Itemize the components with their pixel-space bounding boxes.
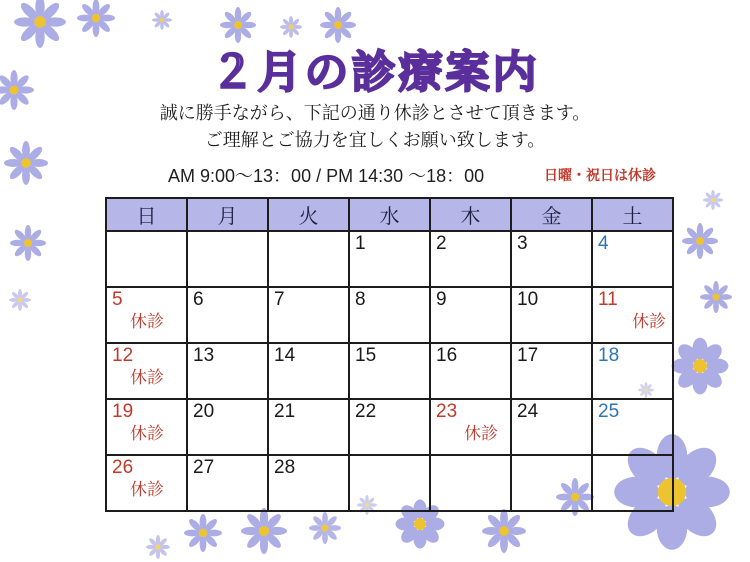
day-cell <box>268 455 349 511</box>
closed-label: 休診 <box>130 479 164 499</box>
day-number: 24 <box>517 401 539 422</box>
day-cell-closed <box>430 399 511 455</box>
day-cell <box>430 231 511 287</box>
day-cell <box>187 287 268 343</box>
holiday-closed-note: 日曜・祝日は休診 <box>544 167 656 183</box>
closed-label: 休診 <box>464 423 498 443</box>
weekday-wed: 水 <box>349 198 430 231</box>
day-cell <box>268 231 349 287</box>
notice-line-1: 誠に勝手ながら、下記の通り休診とさせて頂きます。 <box>159 103 591 123</box>
flower-icon <box>184 514 222 552</box>
day-cell <box>268 399 349 455</box>
day-cell <box>592 399 673 455</box>
day-cell-closed <box>106 343 187 399</box>
day-cell <box>187 455 268 511</box>
day-number: 28 <box>274 457 296 478</box>
day-cell <box>268 287 349 343</box>
weekday-fri: 金 <box>511 198 592 231</box>
flower-icon <box>241 508 287 554</box>
day-cell <box>349 343 430 399</box>
day-cell <box>592 231 673 287</box>
weekday-sun: 日 <box>106 198 187 231</box>
day-number: 8 <box>355 289 366 310</box>
february-calendar <box>105 197 674 512</box>
notice-text <box>0 100 750 154</box>
day-number: 10 <box>517 289 539 310</box>
day-cell <box>187 399 268 455</box>
weekday-header-row <box>106 198 673 231</box>
day-cell <box>349 399 430 455</box>
day-number: 7 <box>274 289 285 310</box>
day-number: 4 <box>598 233 609 254</box>
day-number: 13 <box>193 345 215 366</box>
day-number: 22 <box>355 401 377 422</box>
closed-label: 休診 <box>130 423 164 443</box>
flower-icon <box>671 337 729 395</box>
day-cell-closed <box>106 455 187 511</box>
day-number: 20 <box>193 401 215 422</box>
day-cell <box>430 343 511 399</box>
day-cell <box>511 231 592 287</box>
day-number: 14 <box>274 345 296 366</box>
day-cell <box>187 231 268 287</box>
closed-label: 休診 <box>632 311 666 331</box>
calendar-week-row <box>106 343 673 399</box>
weekday-thu: 木 <box>430 198 511 231</box>
closed-label: 休診 <box>130 311 164 331</box>
day-number: 2 <box>436 233 447 254</box>
day-number: 19 <box>112 401 134 422</box>
notice-line-2: ご理解とご協力を宜しくお願い致します。 <box>204 130 546 150</box>
day-number: 1 <box>355 233 366 254</box>
day-number: 9 <box>436 289 447 310</box>
day-cell <box>187 343 268 399</box>
day-number: 18 <box>598 345 620 366</box>
flower-icon <box>146 535 170 559</box>
day-number: 5 <box>112 289 123 310</box>
day-number: 12 <box>112 345 134 366</box>
page-title: ２月の診療案内 <box>210 48 540 97</box>
closed-label: 休診 <box>130 367 164 387</box>
day-cell <box>511 287 592 343</box>
day-number: 6 <box>193 289 204 310</box>
flower-icon <box>10 225 46 261</box>
calendar-week-row <box>106 399 673 455</box>
day-number: 27 <box>193 457 215 478</box>
day-cell <box>511 455 592 511</box>
day-cell <box>511 399 592 455</box>
day-cell <box>349 231 430 287</box>
flower-icon <box>703 190 723 210</box>
weekday-mon: 月 <box>187 198 268 231</box>
flower-icon <box>682 223 718 259</box>
day-cell <box>268 343 349 399</box>
weekday-tue: 火 <box>268 198 349 231</box>
day-cell <box>592 455 673 511</box>
flower-icon <box>280 16 302 38</box>
calendar-week-row <box>106 287 673 343</box>
office-hours: AM 9:00〜13：00 / PM 14:30 〜18：00 <box>168 166 485 186</box>
flower-icon <box>482 509 526 553</box>
day-number: 16 <box>436 345 458 366</box>
day-number: 26 <box>112 457 134 478</box>
flower-icon <box>309 512 341 544</box>
day-cell <box>430 455 511 511</box>
calendar-week-row <box>106 455 673 511</box>
day-number: 15 <box>355 345 377 366</box>
day-cell-closed <box>592 287 673 343</box>
day-number: 25 <box>598 401 620 422</box>
day-cell <box>349 287 430 343</box>
calendar-week-row <box>106 231 673 287</box>
day-number: 17 <box>517 345 539 366</box>
flower-icon <box>9 289 31 311</box>
day-cell-closed <box>106 287 187 343</box>
day-number: 21 <box>274 401 296 422</box>
day-cell <box>430 287 511 343</box>
weekday-sat: 土 <box>592 198 673 231</box>
flower-icon <box>700 281 732 313</box>
day-number: 11 <box>598 289 618 310</box>
day-cell <box>592 343 673 399</box>
day-number: 23 <box>436 401 458 422</box>
day-cell <box>106 231 187 287</box>
day-cell <box>511 343 592 399</box>
day-cell <box>349 455 430 511</box>
flower-icon <box>152 10 172 30</box>
flower-icon <box>77 0 115 37</box>
day-number: 3 <box>517 233 528 254</box>
day-cell-closed <box>106 399 187 455</box>
